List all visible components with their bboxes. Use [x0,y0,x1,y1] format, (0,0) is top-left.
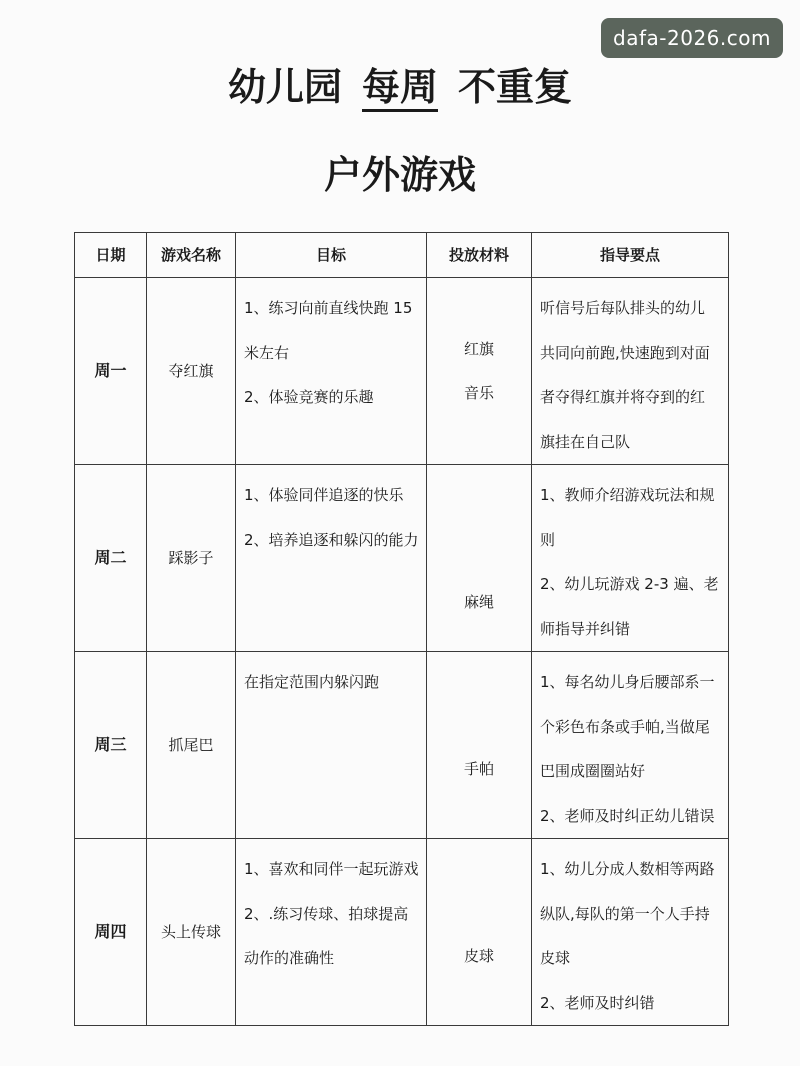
page-title [0,62,800,112]
game-name-cell: 头上传球 [147,839,236,1026]
guidance-line: 师指导并纠错 [540,619,631,638]
guidance-line: 1、幼儿分成人数相等两路 [540,860,715,878]
goal-cell [236,839,427,1026]
material-item: 皮球 [463,946,494,965]
goal-line: 1、体验同伴追逐的快乐 [244,486,404,504]
day-cell: 周四 [75,839,147,1026]
goal-cell [236,465,427,652]
goal-line: 1、喜欢和同伴一起玩游戏 [244,860,419,878]
guidance-line: 2、幼儿玩游戏 2-3 遍、老 [540,575,719,593]
guidance-line: 2、老师及时纠正幼儿错误 [540,806,715,825]
header-guidance: 指导要点 [532,233,729,278]
table-row [75,652,729,839]
goal-line: 2、.练习传球、拍球提高 [244,904,409,923]
guidance-line: 皮球 [540,949,571,967]
table-row [75,839,729,1026]
goal-line: 2、体验竞赛的乐趣 [244,388,374,406]
guidance-line: 1、教师介绍游戏玩法和规 [540,486,715,504]
guidance-line: 2、老师及时纠错 [540,993,655,1012]
goal-cell [236,652,427,839]
goal-line: 2、培养追逐和躲闪的能力 [244,530,419,549]
game-name-cell: 抓尾巴 [147,652,236,839]
header-materials: 投放材料 [427,233,532,278]
guidance-cell [532,278,729,465]
game-name-cell: 夺红旗 [147,278,236,465]
material-item: 音乐 [463,384,494,402]
guidance-line: 纵队,每队的第一个人手持 [540,904,710,923]
title-part-no-repeat: 不重复 [458,65,573,109]
material-item: 手帕 [463,759,494,778]
games-table [74,232,729,1026]
guidance-cell [532,839,729,1026]
material-item: 红旗 [463,339,494,358]
material-item: 麻绳 [463,592,494,611]
page-subtitle: 户外游戏 [323,153,476,197]
title-part-kindergarten: 幼儿园 [227,65,342,109]
game-name-cell: 踩影子 [147,465,236,652]
materials-cell [427,278,532,465]
table-header-row [75,233,729,278]
goal-line: 在指定范围内躲闪跑 [244,673,380,691]
header-date: 日期 [75,233,147,278]
day-cell: 周三 [75,652,147,839]
materials-cell [427,839,532,1026]
table-row [75,278,729,465]
guidance-cell [532,652,729,839]
guidance-line: 听信号后每队排头的幼儿 [540,299,706,317]
table-row [75,465,729,652]
guidance-line: 则 [540,530,556,549]
guidance-line: 旗挂在自己队 [540,432,631,451]
materials-cell [427,465,532,652]
goal-line: 动作的准确性 [244,949,335,967]
goal-line: 1、练习向前直线快跑 15 [244,299,413,317]
watermark: dafa-2026.com [601,18,783,58]
materials-cell [427,652,532,839]
day-cell: 周一 [75,278,147,465]
goal-cell [236,278,427,465]
guidance-line: 巴围成圈圈站好 [540,762,646,780]
guidance-cell [532,465,729,652]
title-part-weekly: 每周 [362,65,438,112]
guidance-line: 1、每名幼儿身后腰部系一 [540,673,715,691]
guidance-line: 者夺得红旗并将夺到的红 [540,388,706,406]
header-game-name: 游戏名称 [147,233,236,278]
header-goal: 目标 [236,233,427,278]
day-cell: 周二 [75,465,147,652]
guidance-line: 个彩色布条或手帕,当做尾 [540,717,710,736]
guidance-line: 共同向前跑,快速跑到对面 [540,343,710,362]
goal-line: 米左右 [244,343,290,362]
